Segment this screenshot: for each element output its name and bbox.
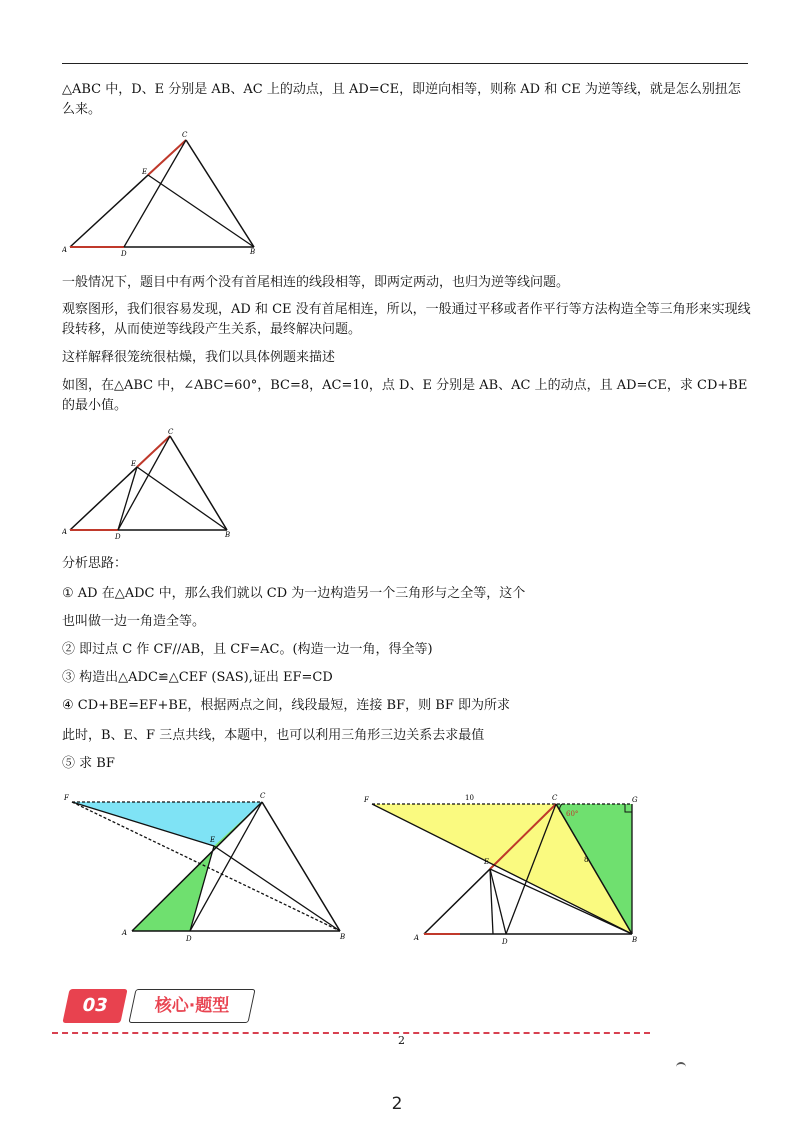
paragraph-4: 这样解释很笼统很枯燥，我们以具体例题来描述	[62, 350, 336, 365]
label-C: C	[168, 428, 174, 436]
inner-page-number: 2	[398, 1034, 405, 1047]
label-E: E	[131, 460, 137, 468]
paragraph-2: 一般情况下，题目中有两个没有首尾相连的线段相等，即两定两动，也归为逆等线问题。	[62, 275, 570, 290]
page-number: 2	[391, 1094, 403, 1114]
label-ten: 10	[465, 794, 474, 802]
intro-paragraph: △ABC 中，D、E 分别是 AB、AC 上的动点，且 AD=CE，即逆向相等，则称 AD 和 CE 为逆等线，就是怎么别扭怎么来。	[62, 82, 741, 117]
analysis-note: 此时，B、E、F 三点共线，本题中，也可以利用三角形三边关系去求最值	[62, 728, 485, 743]
label-C: C	[552, 794, 558, 802]
label-E: E	[484, 858, 490, 866]
label-C: C	[260, 792, 266, 800]
label-E: E	[210, 836, 216, 844]
label-D: D	[115, 533, 121, 541]
label-A: A	[62, 246, 68, 254]
label-B: B	[250, 248, 256, 256]
analysis-step-2: ② 即过点 C 作 CF//AB，且 CF=AC。(构造一边一角，得全等)	[62, 642, 433, 657]
figure-construction-right	[350, 790, 650, 950]
label-B: B	[632, 936, 638, 944]
analysis-step-5: ⑤ 求 BF	[62, 756, 115, 771]
label-G: G	[632, 796, 638, 804]
label-D: D	[186, 935, 192, 943]
section-title: 核心·题型	[154, 996, 230, 1016]
label-A: A	[414, 934, 420, 942]
top-rule	[62, 63, 748, 64]
label-B: B	[225, 531, 231, 539]
label-eight: 8	[584, 856, 589, 864]
label-D: D	[121, 250, 127, 258]
figure-construction-left	[60, 790, 360, 945]
label-D: D	[502, 938, 508, 946]
paragraph-3: 观察图形，我们很容易发现，AD 和 CE 没有首尾相连，所以，一般通过平移或者作平行等方法构造全等三角形来实现线段转移，从而使逆等线段产生关系，最终解决问题。	[62, 302, 751, 337]
analysis-step-1: ① AD 在△ADC 中，那么我们就以 CD 为一边构造另一个三角形与之全等，这个	[62, 586, 526, 601]
figure-triangle-2	[62, 428, 242, 543]
section-title-box	[128, 989, 255, 1023]
label-E: E	[142, 168, 148, 176]
label-F: F	[364, 796, 369, 804]
analysis-step-1-cont: 也叫做一边一角造全等。	[62, 614, 206, 629]
corner-mark	[676, 1062, 686, 1068]
label-A: A	[122, 929, 128, 937]
figure-triangle-1	[62, 130, 272, 260]
analysis-step-3: ③ 构造出△ADC≌△CEF (SAS),证出 EF=CD	[62, 670, 333, 685]
label-sixty: 60°	[566, 810, 579, 818]
dashed-divider	[52, 1032, 650, 1034]
analysis-step-4: ④ CD+BE=EF+BE，根据两点之间，线段最短，连接 BF，则 BF 即为所求	[62, 698, 510, 713]
example-problem: 如图，在△ABC 中，∠ABC=60°，BC=8，AC=10，点 D、E 分别是 AB、AC 上的动点，且 AD=CE，求 CD+BE 的最小值。	[62, 378, 748, 413]
analysis-heading: 分析思路：	[62, 556, 128, 571]
label-B: B	[340, 933, 346, 941]
label-C: C	[182, 131, 188, 139]
label-A: A	[62, 528, 68, 536]
label-F: F	[64, 794, 69, 802]
section-badge	[66, 989, 256, 1025]
section-number: 03	[62, 989, 127, 1023]
